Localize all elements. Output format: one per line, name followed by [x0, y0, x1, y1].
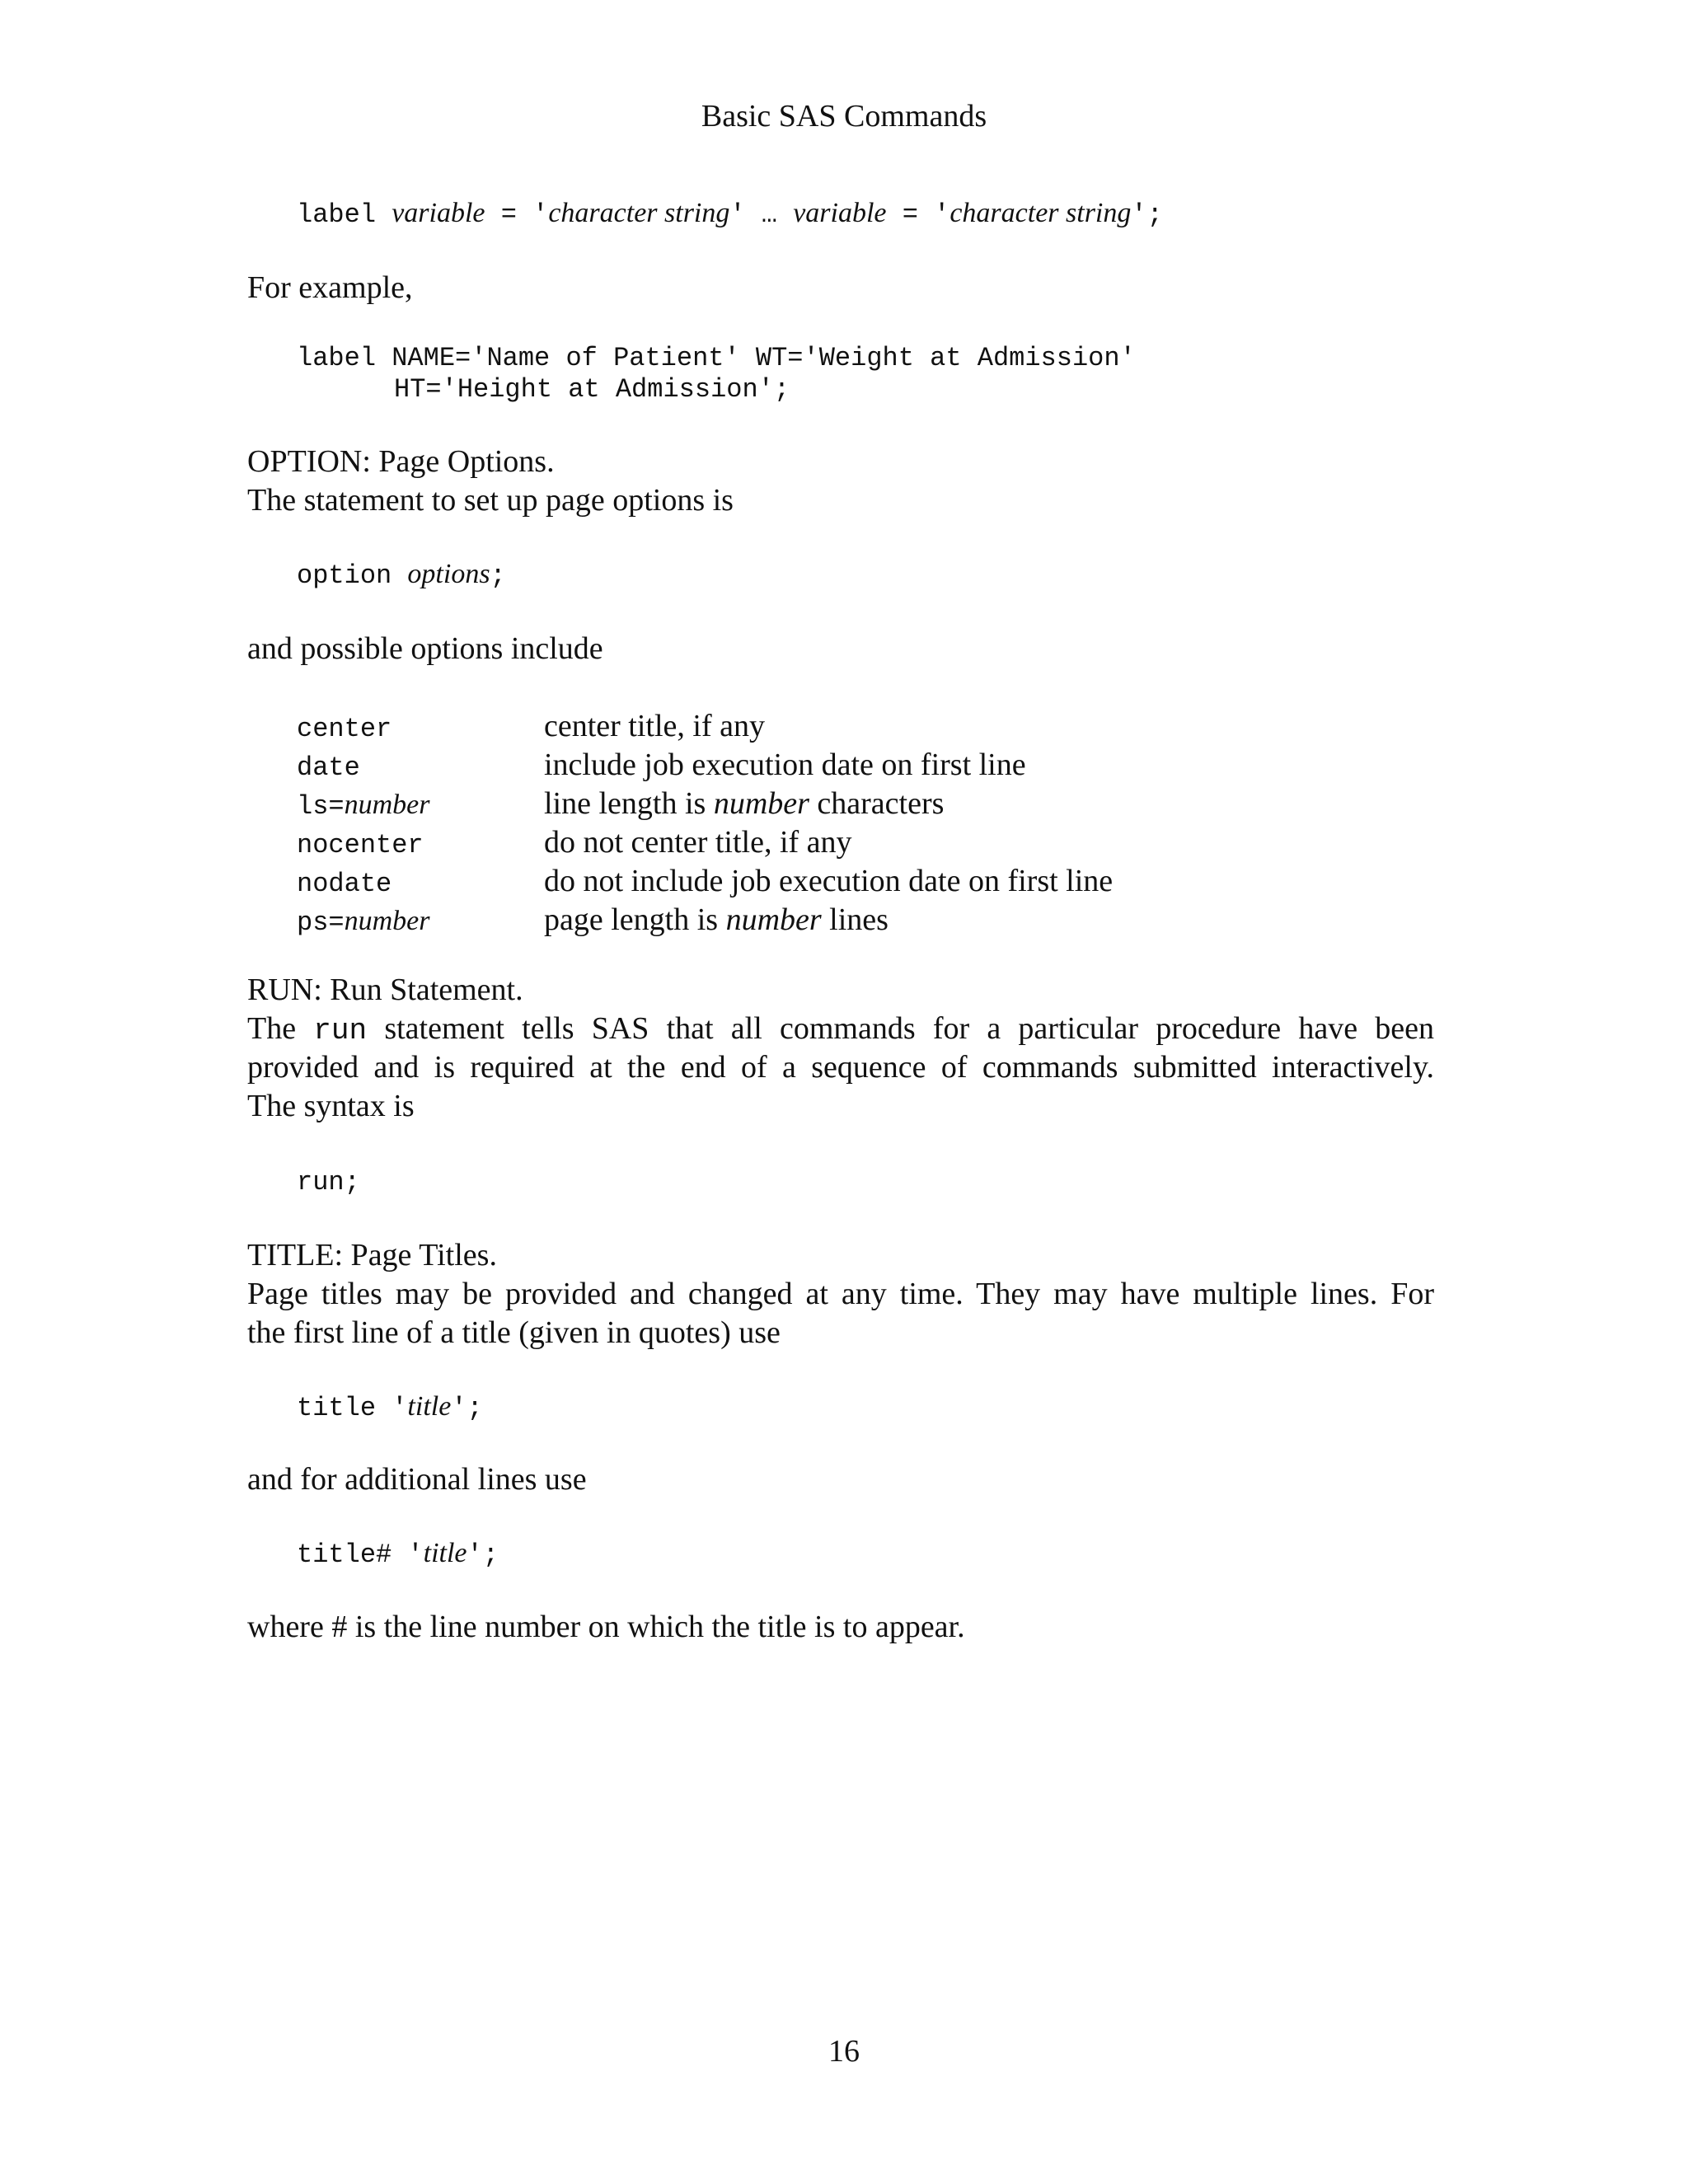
run-syntax: run;	[297, 1167, 360, 1197]
title-placeholder: title	[423, 1538, 467, 1568]
title-paragraph-line-2: the first line of a title (given in quotes) use	[247, 1315, 781, 1350]
example-code-line-1: label NAME='Name of Patient' WT='Weight at Admission'	[297, 343, 1136, 373]
quote: '	[934, 199, 950, 230]
label-syntax	[297, 198, 1163, 231]
string-placeholder: character string	[548, 198, 730, 228]
list-item	[0, 901, 1688, 940]
list-item	[0, 823, 1688, 862]
label-keyword: label	[297, 199, 377, 230]
option-description: page length is number lines	[544, 902, 889, 937]
title-syntax-1: title 'title';	[297, 1391, 483, 1423]
option-code: center	[297, 714, 392, 744]
variable-placeholder: variable	[793, 198, 887, 228]
list-item	[0, 746, 1688, 785]
option-description: center title, if any	[544, 709, 765, 743]
variable-placeholder: variable	[392, 198, 485, 228]
options-list-intro: and possible options include	[247, 631, 603, 666]
page-number: 16	[828, 2034, 860, 2069]
option-description: include job execution date on first line	[544, 748, 1026, 782]
option-description: do not include job execution date on first line	[544, 864, 1114, 898]
quote: '	[729, 199, 746, 230]
title-syntax-2: title# 'title';	[297, 1538, 499, 1570]
option-code: nocenter	[297, 830, 424, 860]
equals-sign: =	[500, 199, 517, 230]
option-code: ls=number	[297, 790, 430, 822]
quote: '	[532, 199, 549, 230]
run-paragraph-line-3: The syntax is	[247, 1089, 415, 1123]
equals-sign: =	[902, 199, 918, 230]
run-heading: RUN: Run Statement.	[247, 972, 523, 1007]
ellipsis: …	[761, 199, 777, 230]
option-code: nodate	[297, 869, 392, 899]
title-heading: TITLE: Page Titles.	[247, 1238, 497, 1272]
additional-lines-intro: and for additional lines use	[247, 1462, 587, 1497]
page-header: Basic SAS Commands	[701, 99, 987, 134]
semicolon: ;	[490, 560, 506, 591]
list-item	[0, 862, 1688, 901]
title-placeholder: title	[407, 1391, 452, 1422]
list-item	[0, 785, 1688, 823]
title-closing: where # is the line number on which the title is to appear.	[247, 1610, 965, 1644]
option-description: line length is number characters	[544, 786, 945, 821]
options-placeholder: options	[407, 559, 490, 589]
example-intro: For example,	[247, 270, 413, 305]
list-item	[0, 707, 1688, 746]
run-inline-code: run	[313, 1014, 368, 1047]
title-paragraph-line-1: Page titles may be provided and changed at any time. They may have multiple lines. For	[247, 1277, 1434, 1311]
options-list	[0, 707, 1688, 940]
run-paragraph-line-1: The run statement tells SAS that all commands for a particular procedure have been	[247, 1011, 1435, 1047]
option-syntax	[297, 559, 506, 592]
option-heading: OPTION: Page Options.	[247, 444, 555, 479]
option-intro: The statement to set up page options is	[247, 483, 734, 518]
option-code: ps=number	[297, 906, 430, 938]
quote-semicolon: ';	[1131, 199, 1163, 230]
string-placeholder: character string	[950, 198, 1132, 228]
run-paragraph-line-2: provided and is required at the end of a sequence of commands submitted interactively.	[247, 1050, 1434, 1085]
option-keyword: option	[297, 560, 392, 591]
option-code: date	[297, 752, 360, 783]
option-description: do not center title, if any	[544, 825, 852, 860]
example-code-line-2: HT='Height at Admission';	[394, 374, 790, 405]
